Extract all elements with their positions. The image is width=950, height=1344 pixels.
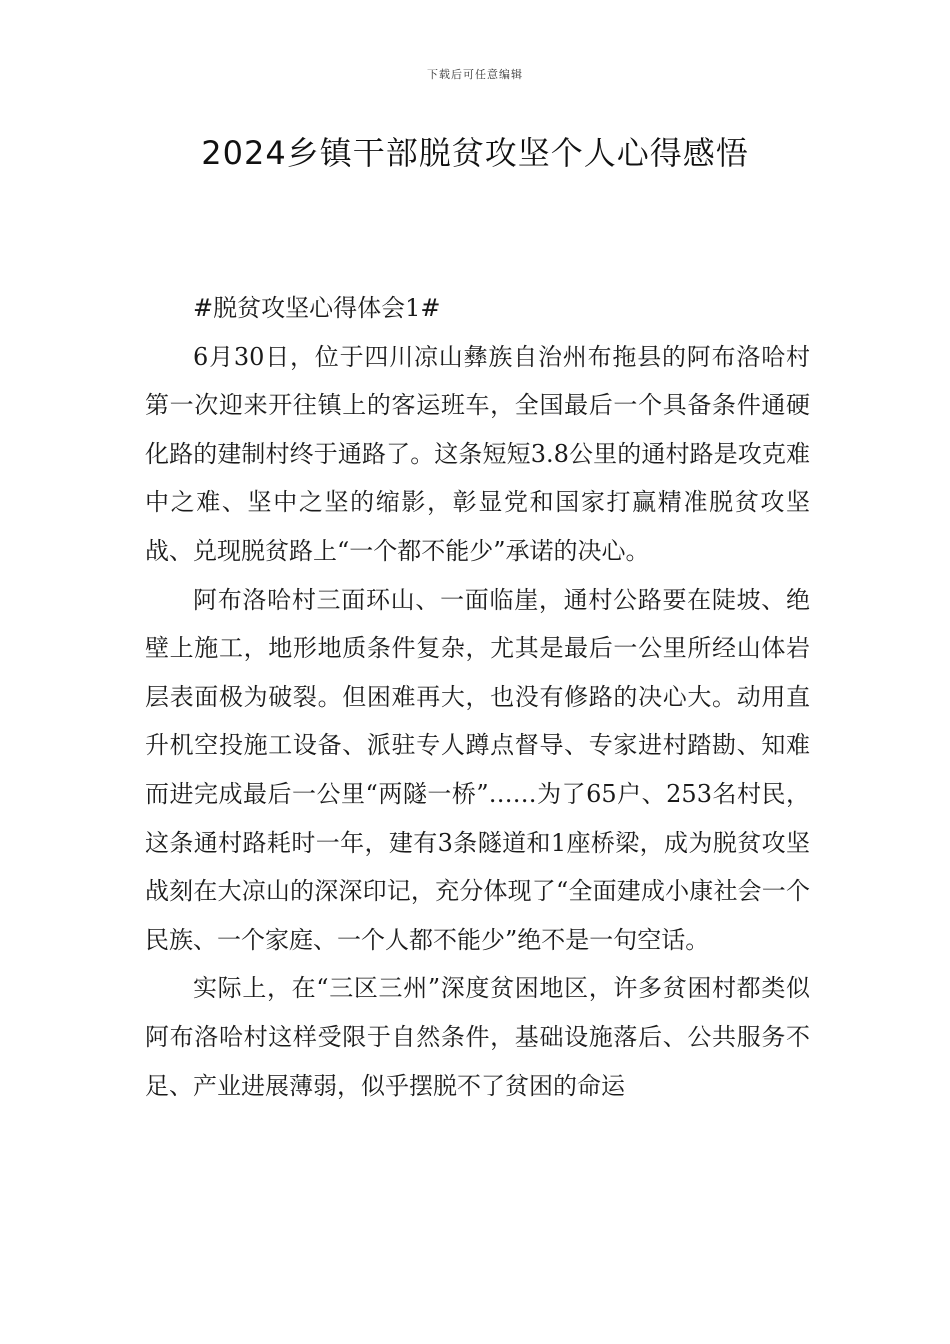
header-note: 下载后可任意编辑	[427, 68, 523, 81]
section-heading: #脱贫攻坚心得体会1#	[193, 294, 441, 322]
paragraph: 阿布洛哈村三面环山、一面临崖，通村公路要在陡坡、绝壁上施工，地形地质条件复杂，尤其是最后一公里所经山体岩层表面极为破裂。但困难再大，也没有修路的决心大。动用直升机空投施工设备、派驻专人蹲点督导、专家进村踏勘、知难而进完成最后一公里“两隧一桥”……为了65户、253名村民，这条通村路耗时一年，建有3条隧道和1座桥梁，成为脱贫攻坚战刻在大凉山的深深印记，充分体现了“全面建成小康社会一个民族、一个家庭、一个人都不能少”绝不是一句空话。	[145, 585, 810, 954]
document-body	[145, 284, 810, 1110]
document-title: 2024乡镇干部脱贫攻坚个人心得感悟	[201, 134, 749, 172]
paragraph: 6月30日，位于四川凉山彝族自治州布拖县的阿布洛哈村第一次迎来开往镇上的客运班车，全国最后一个具备条件通硬化路的建制村终于通路了。这条短短3.8公里的通村路是攻克难中之难、坚中之坚的缩影，彰显党和国家打赢精准脱贫攻坚战、兑现脱贫路上“一个都不能少”承诺的决心。	[145, 342, 810, 565]
paragraph: 实际上，在“三区三州”深度贫困地区，许多贫困村都类似阿布洛哈村这样受限于自然条件，基础设施落后、公共服务不足、产业进展薄弱，似乎摆脱不了贫困的命运	[145, 974, 810, 1100]
